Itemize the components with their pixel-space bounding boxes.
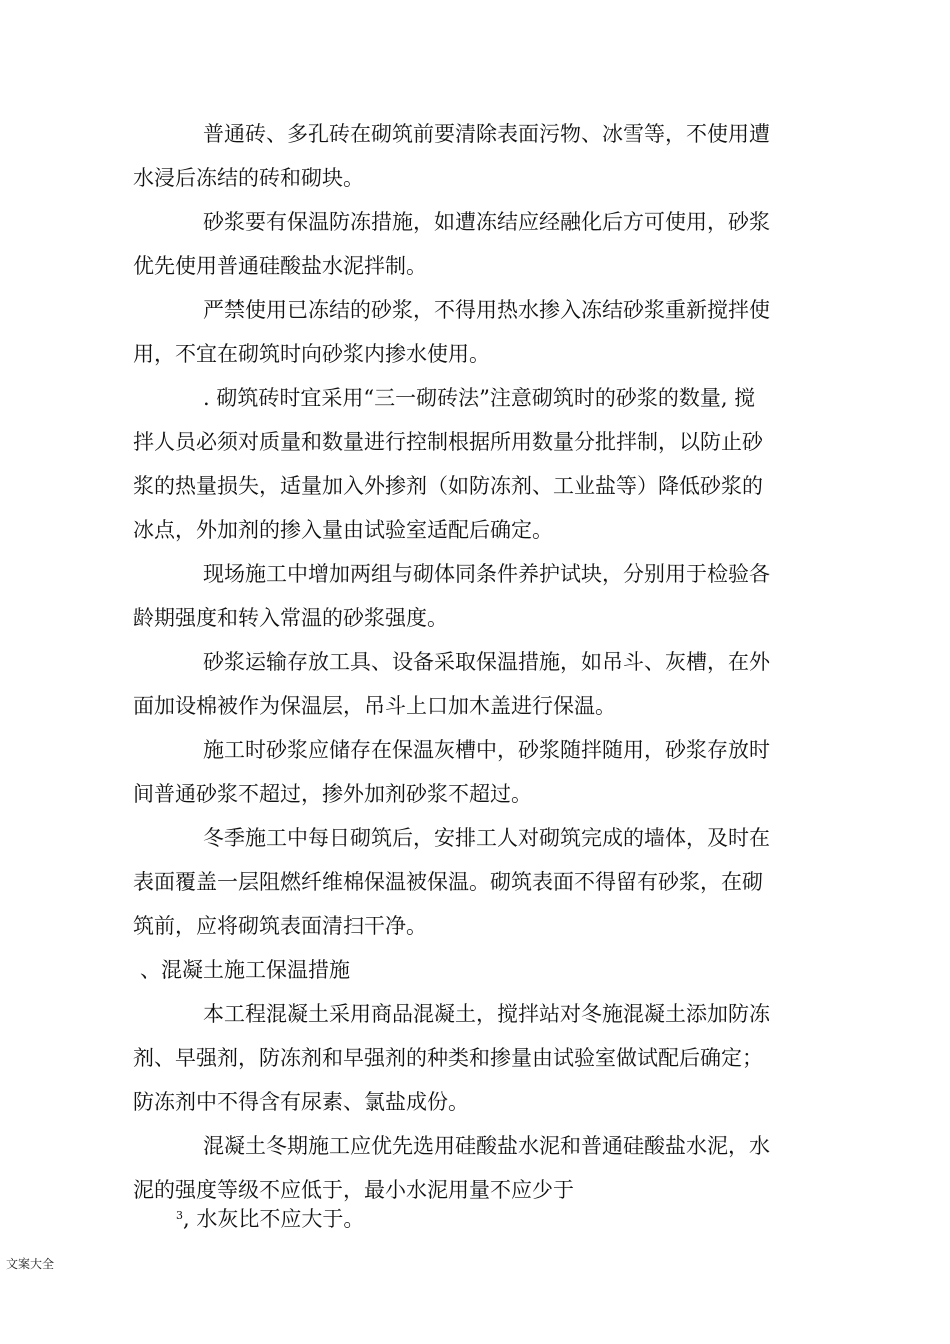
section-heading: 、混凝土施工保温措施 (140, 958, 350, 982)
text-line: 现场施工中增加两组与砌体同条件养护试块，分别用于检验各 (203, 562, 770, 586)
text-line: 施工时砂浆应储存在保温灰槽中，砂浆随拌随用，砂浆存放时 (203, 738, 770, 762)
paragraph-5 (133, 552, 816, 640)
text-line: 本工程混凝土采用商品混凝土，搅拌站对冬施混凝土添加防冻 (203, 1002, 770, 1026)
text-line: 砂浆要有保温防冻措施，如遭冻结应经融化后方可使用，砂浆 (203, 210, 770, 234)
superscript: 3 (176, 1209, 183, 1222)
paragraph-9 (133, 992, 816, 1124)
paragraph-2 (133, 200, 816, 288)
text-line: 普通砖、多孔砖在砌筑前要清除表面污物、冰雪等，不使用遭 (203, 122, 770, 146)
text-line: 剂、早强剂，防冻剂和早强剂的种类和掺量由试验室做试配后确定； (133, 1046, 763, 1070)
text-line: 混凝土冬期施工应优先选用硅酸盐水泥和普通硅酸盐水泥，水 (203, 1134, 770, 1158)
text-line: 泥的强度等级不应低于，最小水泥用量不应少于 (133, 1178, 574, 1202)
text-line: 浆的热量损失，适量加入外掺剂（如防冻剂、工业盐等）降低砂浆的 (133, 474, 763, 498)
text-line: 水浸后冻结的砖和砌块。 (133, 166, 364, 190)
paragraph-7 (133, 728, 816, 816)
text-line: 优先使用普通硅酸盐水泥拌制。 (133, 254, 427, 278)
text-line: 防冻剂中不得含有尿素、氯盐成份。 (133, 1090, 469, 1114)
text-line: 面加设棉被作为保温层，吊斗上口加木盖进行保温。 (133, 694, 616, 718)
text-line: 拌人员必须对质量和数量进行控制根据所用数量分批拌制，以防止砂 (133, 430, 763, 454)
text-line: 严禁使用已冻结的砂浆，不得用热水掺入冻结砂浆重新搅拌使 (203, 298, 770, 322)
text-line: . 砌筑砖时宜采用“三一砌砖法”注意砌筑时的砂浆的数量, 搅 (203, 386, 756, 410)
paragraph-8 (133, 816, 816, 948)
text-line: 砂浆运输存放工具、设备采取保温措施，如吊斗、灰槽，在外 (203, 650, 770, 674)
text-line: 表面覆盖一层阻燃纤维棉保温被保温。砌筑表面不得留有砂浆，在砌 (133, 870, 763, 894)
text-line: 间普通砂浆不超过，掺外加剂砂浆不超过。 (133, 782, 532, 806)
last-line (176, 1197, 364, 1241)
text-line: 龄期强度和转入常温的砂浆强度。 (133, 606, 448, 630)
text-line: 用，不宜在砌筑时向砂浆内掺水使用。 (133, 342, 490, 366)
text-line: 冰点，外加剂的掺入量由试验室适配后确定。 (133, 518, 553, 542)
paragraph-3 (133, 288, 816, 376)
paragraph-6 (133, 640, 816, 728)
footer-label: 文案大全 (6, 1257, 55, 1271)
paragraph-1 (133, 112, 816, 200)
paragraph-4 (133, 376, 816, 552)
text-line: 筑前，应将砌筑表面清扫干净。 (133, 914, 427, 938)
text-line: 冬季施工中每日砌筑后，安排工人对砌筑完成的墙体，及时在 (203, 826, 770, 850)
text-line: , 水灰比不应大于。 (183, 1207, 365, 1231)
